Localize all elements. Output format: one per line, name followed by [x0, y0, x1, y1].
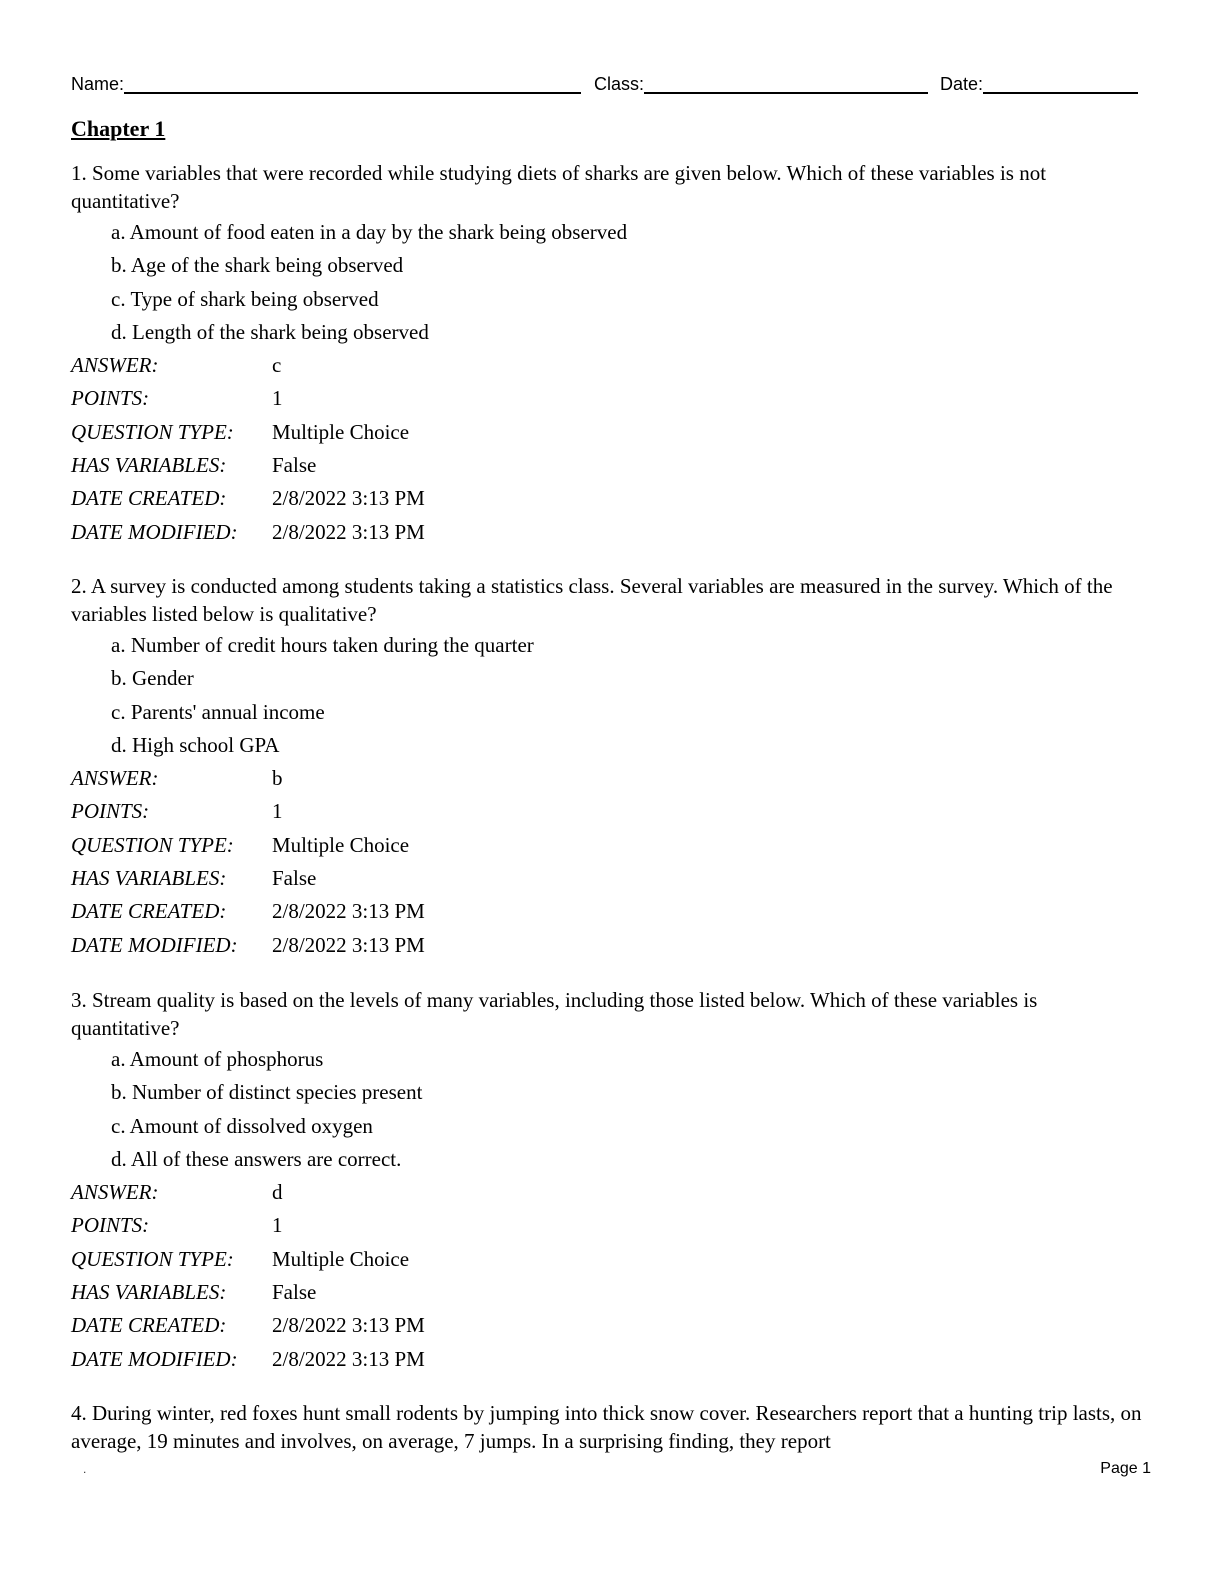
name-line: [124, 70, 581, 94]
question-text: 2. A survey is conducted among students taking a statistics class. Several variables are measured in the survey. Which of the variables listed below is qualitative?: [71, 574, 1113, 626]
question-text: 3. Stream quality is based on the levels of many variables, including those listed below. Which of these variables is quantitative?: [71, 988, 1038, 1040]
class-field: [594, 70, 928, 97]
meta-key: DATE CREATED:: [71, 1313, 227, 1338]
question-meta: [71, 762, 1151, 962]
meta-key: QUESTION TYPE:: [71, 419, 234, 444]
header-fields: [71, 70, 1143, 100]
question-1: [71, 159, 1151, 549]
meta-key: DATE MODIFIED:: [71, 519, 238, 544]
meta-value: Multiple Choice: [272, 832, 410, 857]
meta-value: 2/8/2022 3:13 PM: [272, 899, 425, 924]
name-field: [71, 70, 581, 97]
meta-key: ANSWER:: [71, 766, 159, 791]
meta-key: POINTS:: [71, 386, 150, 411]
meta-value: 2/8/2022 3:13 PM: [272, 1313, 425, 1338]
option-b: b. Number of distinct species present: [111, 1080, 423, 1105]
question-text: 4. During winter, red foxes hunt small rodents by jumping into thick snow cover. Researchers report that a hunting trip lasts, on average, 19 minutes and involves, on average, 7 jumps. In a surprising finding, they report: [71, 1401, 1142, 1453]
option-b: b. Gender: [111, 666, 194, 691]
meta-date-modified: [71, 1343, 1151, 1376]
meta-key: DATE CREATED:: [71, 486, 227, 511]
meta-answer: [71, 1176, 1151, 1209]
answer-options: [71, 629, 1151, 762]
question-4: [71, 1399, 1151, 1455]
meta-value: False: [272, 1280, 317, 1305]
meta-key: DATE MODIFIED:: [71, 932, 238, 957]
question-3: [71, 986, 1151, 1376]
question-2: [71, 572, 1151, 962]
chapter-title: Chapter 1: [71, 116, 166, 141]
option-d: d. All of these answers are correct.: [111, 1146, 402, 1171]
meta-key: DATE MODIFIED:: [71, 1346, 238, 1371]
meta-date-created: [71, 895, 1151, 928]
meta-date-created: [71, 482, 1151, 515]
meta-has-variables: [71, 1276, 1151, 1309]
meta-points: [71, 1209, 1151, 1242]
meta-value: False: [272, 866, 317, 891]
meta-value: False: [272, 453, 317, 478]
meta-value: d: [272, 1180, 283, 1205]
meta-question-type: [71, 1243, 1151, 1276]
date-field: [940, 70, 1138, 97]
meta-key: DATE CREATED:: [71, 899, 227, 924]
meta-value: Multiple Choice: [272, 419, 410, 444]
question-meta: [71, 1176, 1151, 1376]
meta-value: 2/8/2022 3:13 PM: [272, 1346, 425, 1371]
meta-points: [71, 795, 1151, 828]
meta-key: HAS VARIABLES:: [71, 1280, 227, 1305]
meta-date-modified: [71, 516, 1151, 549]
option-a: a. Amount of phosphorus: [111, 1047, 324, 1071]
meta-key: QUESTION TYPE:: [71, 832, 234, 857]
answer-options: [71, 1043, 1151, 1176]
question-text: 1. Some variables that were recorded while studying diets of sharks are given below. Which of these variables is not quantitative?: [71, 161, 1047, 213]
meta-value: 1: [272, 799, 283, 824]
meta-question-type: [71, 829, 1151, 862]
option-c: c. Amount of dissolved oxygen: [111, 1113, 373, 1138]
meta-value: 2/8/2022 3:13 PM: [272, 519, 425, 544]
class-label: Class:: [594, 74, 645, 94]
meta-key: POINTS:: [71, 1213, 150, 1238]
meta-value: Multiple Choice: [272, 1246, 410, 1271]
meta-value: c: [272, 353, 282, 378]
date-label: Date:: [940, 74, 984, 94]
meta-value: 1: [272, 1213, 283, 1238]
option-c: c. Parents' annual income: [111, 699, 325, 724]
meta-points: [71, 382, 1151, 415]
footer-dot: .: [83, 1462, 87, 1476]
question-meta: [71, 349, 1151, 549]
option-a: a. Number of credit hours taken during the quarter: [111, 633, 534, 657]
option-c: c. Type of shark being observed: [111, 286, 379, 311]
option-d: d. Length of the shark being observed: [111, 319, 429, 344]
meta-has-variables: [71, 449, 1151, 482]
meta-date-created: [71, 1309, 1151, 1342]
meta-answer: [71, 349, 1151, 382]
option-d: d. High school GPA: [111, 732, 280, 757]
name-label: Name:: [71, 74, 125, 94]
meta-value: 2/8/2022 3:13 PM: [272, 932, 425, 957]
meta-has-variables: [71, 862, 1151, 895]
meta-value: b: [272, 766, 283, 791]
page-number: Page 1: [1100, 1460, 1151, 1477]
meta-key: POINTS:: [71, 799, 150, 824]
answer-options: [71, 216, 1151, 349]
meta-key: HAS VARIABLES:: [71, 453, 227, 478]
option-b: b. Age of the shark being observed: [111, 253, 404, 278]
meta-key: QUESTION TYPE:: [71, 1246, 234, 1271]
option-a: a. Amount of food eaten in a day by the shark being observed: [111, 220, 628, 244]
meta-key: HAS VARIABLES:: [71, 866, 227, 891]
meta-value: 2/8/2022 3:13 PM: [272, 486, 425, 511]
meta-value: 1: [272, 386, 283, 411]
class-line: [644, 70, 928, 94]
meta-answer: [71, 762, 1151, 795]
meta-key: ANSWER:: [71, 353, 159, 378]
date-line: [983, 70, 1138, 94]
meta-question-type: [71, 416, 1151, 449]
meta-date-modified: [71, 929, 1151, 962]
meta-key: ANSWER:: [71, 1180, 159, 1205]
